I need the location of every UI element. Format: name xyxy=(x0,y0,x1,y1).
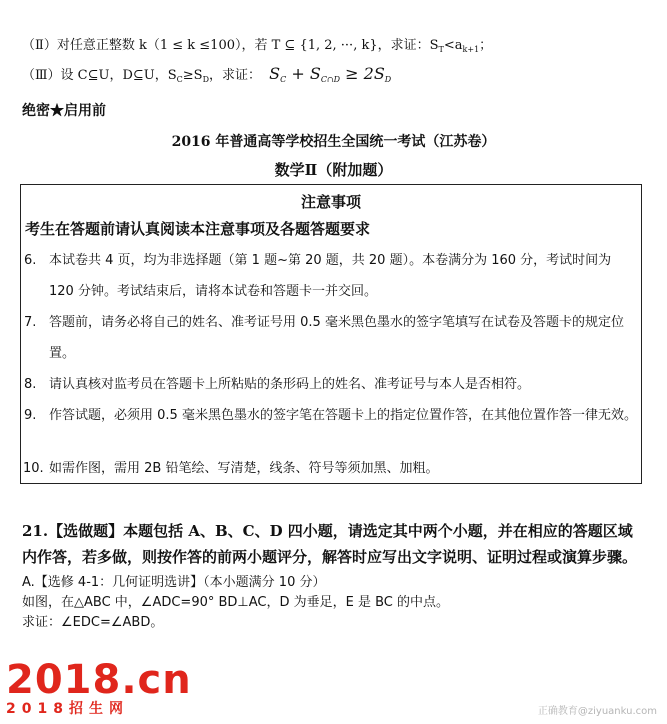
part-iii-mid: ≥S xyxy=(182,68,203,83)
item-text: 请认真核对监考员在答题卡上所粘贴的条形码上的姓名、准考证号与本人是否相符。 xyxy=(49,377,531,392)
item-text: 本试卷共 4 页，均为非选择题（第 1 题~第 20 题，共 20 题）。本卷满分为 160 分，考试时间为 120 分钟。考试结束后，请将本试卷和答题卡一并交回。 xyxy=(49,253,612,299)
notice-title: 注意事项 xyxy=(300,193,361,211)
question-a-body: 如图，在△ABC 中，∠ADC=90° BD⊥AC，D 为垂足，E 是 BC 的中点。 xyxy=(22,595,450,610)
logo-sub-text: 2018招生网 xyxy=(6,701,129,717)
item-text: 如需作图，需用 2B 铅笔绘、写清楚，线条、符号等须加黑、加粗。 xyxy=(49,461,439,476)
subscript: C xyxy=(176,75,183,84)
part-iii-end: ，求证： xyxy=(209,68,262,83)
subscript: C∩D xyxy=(320,75,341,84)
question-a-prove: 求证：∠EDC=∠ABD。 xyxy=(22,615,164,630)
notice-box xyxy=(20,184,642,484)
formula-part: S xyxy=(269,64,281,83)
subscript: D xyxy=(202,75,210,84)
notice-subtitle: 考生在答题前请认真阅读本注意事项及各题答题要求 xyxy=(25,220,371,238)
logo-main-text: 2018.cn xyxy=(6,657,192,703)
part-iii-text: （Ⅲ）设 C⊆U，D⊆U，S xyxy=(22,68,177,83)
item-text: 作答试题，必须用 0.5 毫米黑色墨水的签字笔在答题卡上的指定位置作答，在其他位置作答一律无效。 xyxy=(49,408,637,423)
subscript: C xyxy=(280,75,287,84)
item-number: 9. xyxy=(24,408,37,423)
formula-part: ≥ 2S xyxy=(340,64,385,83)
question-21: 21.【选做题】本题包括 A、B、C、D 四小题，请选定其中两个小题，并在相应的答题区域内作答，若多做，则按作答的前两小题评分，解答时应写出文字说明、证明过程或演算步骤。 xyxy=(22,522,638,566)
item-number: 10. xyxy=(23,461,44,476)
secret-label: 绝密★启用前 xyxy=(22,103,106,119)
exam-title: 2016 年普通高等学校招生全国统一考试（江苏卷） xyxy=(171,134,496,150)
question-a-title: A.【选修 4-1：几何证明选讲】（本小题满分 10 分） xyxy=(22,575,326,590)
part-iii-line xyxy=(22,64,391,84)
subscript: T xyxy=(438,45,444,54)
item-text: 答题前，请务必将自己的姓名、准考证号用 0.5 毫米黑色墨水的签字笔填写在试卷及答题卡的规定位置。 xyxy=(49,315,624,361)
inequality-formula xyxy=(269,64,391,83)
part-ii-mid: <a xyxy=(443,38,463,53)
subscript: D xyxy=(384,75,392,84)
formula-part: + S xyxy=(286,64,321,83)
item-number: 7. xyxy=(24,315,37,330)
subscript: k+1 xyxy=(462,45,480,54)
item-number: 8. xyxy=(24,377,37,392)
part-ii-text: （Ⅱ）对任意正整数 k（1 ≤ k ≤100），若 T ⊆ {1, 2, ···, k}，求证：S xyxy=(22,38,439,53)
site-logo xyxy=(6,657,192,718)
part-ii-line xyxy=(22,34,492,54)
item-number: 6. xyxy=(24,253,37,268)
part-ii-end: ； xyxy=(479,38,493,53)
watermark: 正确教育@ziyuanku.com xyxy=(537,706,657,717)
exam-subtitle: 数学Ⅱ（附加题） xyxy=(274,161,393,179)
